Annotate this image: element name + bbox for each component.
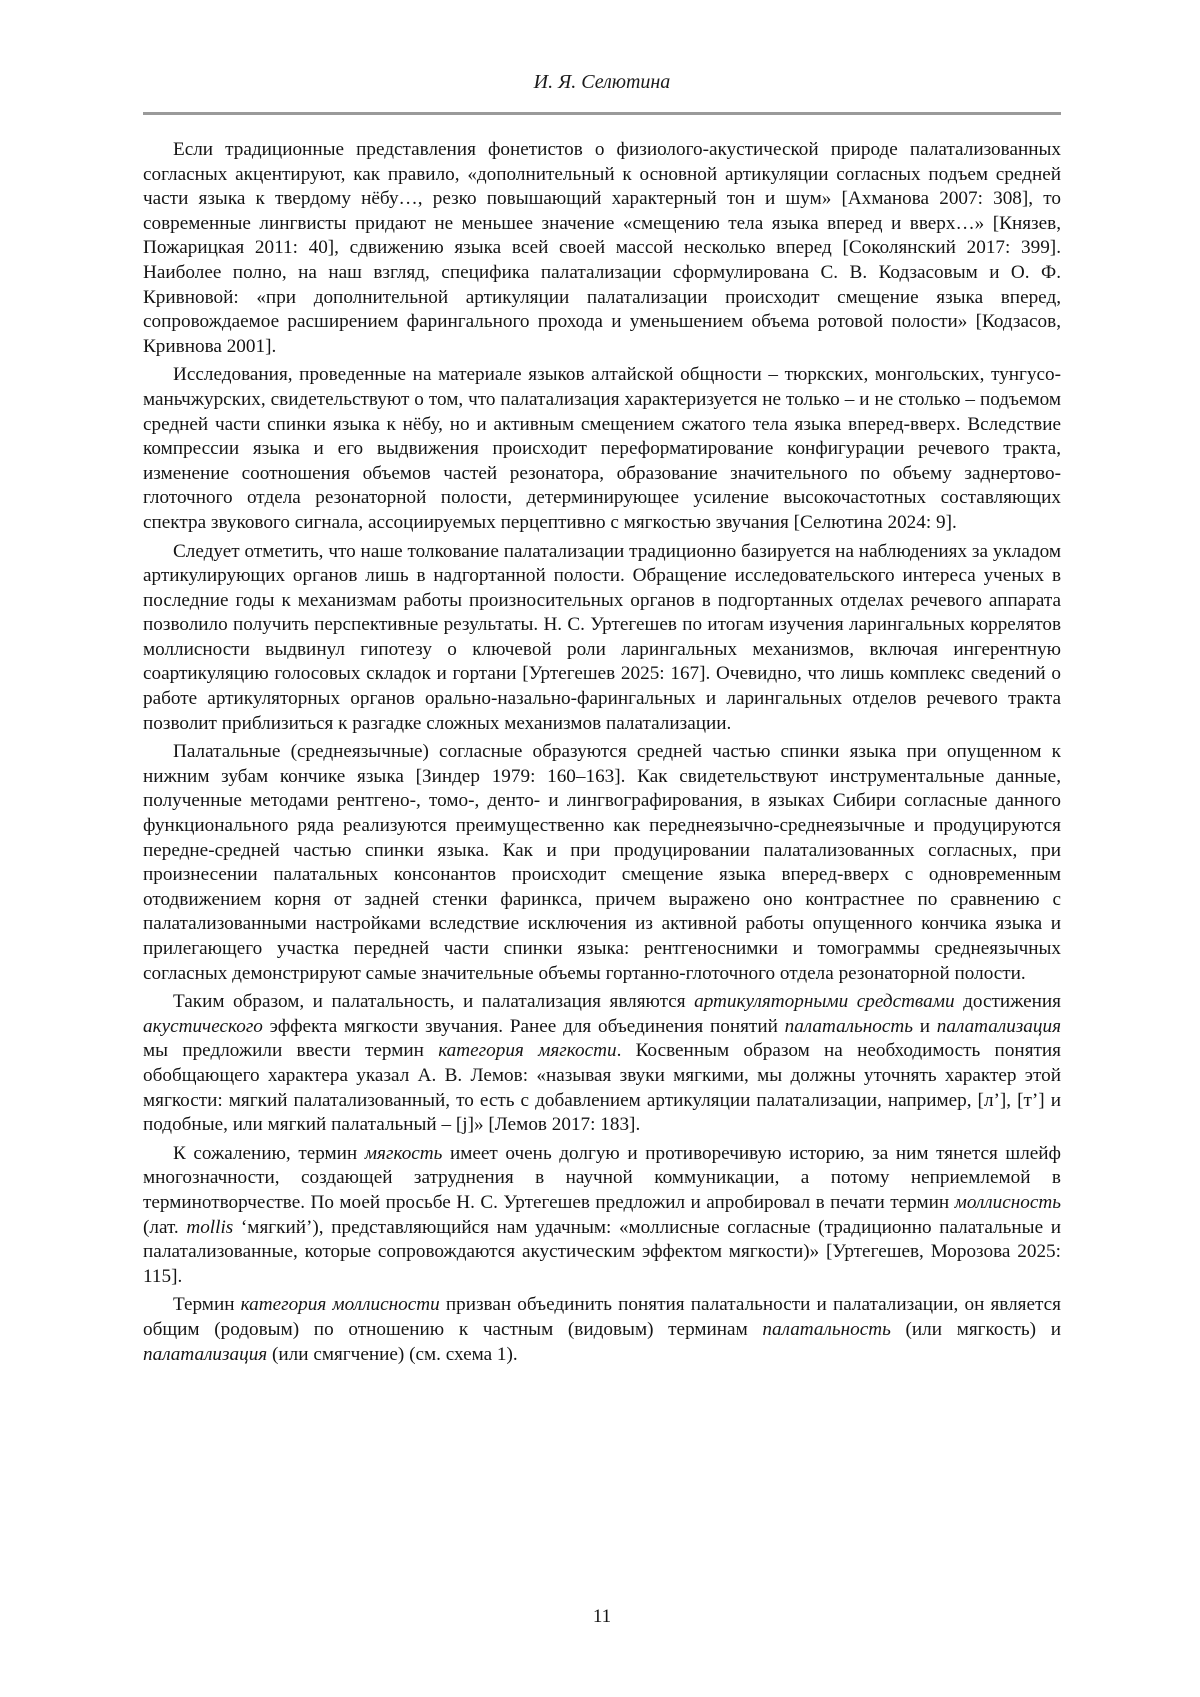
text-run: (или смягчение) (см. схема 1). — [267, 1343, 518, 1365]
italic-term: палатализация — [143, 1343, 268, 1365]
text-run: достижения — [954, 991, 1062, 1013]
italic-term: артикуляторными средствами — [694, 991, 955, 1013]
text-run: Таким образом, и палатальность, и палатализация являются — [173, 991, 695, 1013]
text-run: мы предложили ввести термин — [143, 1040, 439, 1062]
body-paragraph — [143, 740, 1061, 986]
body-paragraph — [143, 363, 1061, 535]
page-number: 11 — [592, 1606, 612, 1627]
body-paragraph — [143, 138, 1061, 359]
article-body — [143, 138, 1061, 1367]
text-run: Исследования, проведенные на материале языков алтайской общности – тюркских, монгольских, тунгусо-маньчжурских, свидетельствуют о том, что палатализация характеризуется не только – и не столько – подъемом средней части спинки языка к нёбу, но и активным смещением сжатого тела языка вперед-вверх. Вследствие компрессии языка и его выдвижения происходит переформатирование конфигурации речевого тракта, изменение соотношения объемов частей резонатора, образование значительного по объему заднертово-глоточного отдела резонаторной полости, детерминирующее усиление высокочастотных составляющих спектра звукового сигнала, ассоциируемых перцептивно с мягкостью звучания [Селютина 2024: 9]. — [143, 364, 1061, 533]
text-run: имеет очень долгую и противоречивую историю, за ним тянется шлейф многозначности, создающей затруднения в научной коммуникации, а потому неприемлемой в терминотворчестве. По моей просьбе Н. С. Уртегешев предложил и апробировал в печати термин — [143, 1142, 1061, 1213]
italic-term: палатальность — [762, 1318, 891, 1340]
italic-term: мягкость — [364, 1142, 443, 1164]
text-run: Палатальные (среднеязычные) согласные образуются средней частью спинки языка при опущенном к нижним зубам кончике языка [Зиндер 1979: 160–163]. Как свидетельствуют инструментальные данные, полученные методами рентгено-, томо-, денто- и лингвографирования, в языках Сибири согласные данного функционального ряда реализуются преимущественно как переднеязычно-среднеязычные и продуцируются передне-средней частью спинки языка. Как и при продуцировании палатализованных согласных, при произнесении палатальных консонантов происходит смещение языка вперед-вверх с одновременным отодвижением корня от задней стенки фаринкса, причем выражено оно контрастнее по сравнению с палатализованными настройками вследствие исключения из активной работы опущенного кончика языка и прилегающего участка передней части спинки языка: рентгеноснимки и томограммы среднеязычных согласных демонстрируют самые значительные объемы гортанно-глоточного отдела резонаторной полости. — [143, 741, 1061, 984]
text-run: К сожалению, термин — [173, 1142, 365, 1164]
italic-term: палатализация — [936, 1015, 1061, 1037]
body-paragraph — [143, 1293, 1061, 1367]
text-run: эффекта мягкости звучания. Ранее для объединения понятий — [262, 1015, 785, 1037]
text-run: ‘мягкий’), представляющийся нам удачным: «моллисные согласные (традиционно палатальные и палатализованные, которые сопровождаются акустическим эффектом мягкости)» [Уртегешев, Морозова 2025: 115]. — [143, 1216, 1061, 1287]
running-header — [143, 70, 1061, 94]
text-run: Если традиционные представления фонетистов о физиолого-акустической природе палатализованных согласных акцентируют, как правило, «дополнительный к основной артикуляции согласных подъем средней части языка к твердому нёбу…, резко повышающий характерный тон и шум» [Ахманова 2007: 308], то современные лингвисты придают не меньшее значение «смещению тела языка вперед и вверх…» [Князев, Пожарицкая 2011: 40], сдвижению языка всей своей массой несколько вперед [Соколянский 2017: 399]. Наиболее полно, на наш взгляд, специфика палатализации сформулирована С. В. Кодзасовым и О. Ф. Кривновой: «при дополнительной артикуляции палатализации происходит смещение языка вперед, сопровождаемое расширением фарингального прохода и уменьшением объема ротовой полости» [Кодзасов, Кривнова 2001]. — [143, 139, 1061, 357]
body-paragraph — [143, 540, 1061, 737]
body-paragraph — [143, 1142, 1061, 1290]
text-run: (лат. — [143, 1216, 187, 1238]
italic-term: палатальность — [784, 1015, 913, 1037]
text-run: Следует отметить, что наше толкование палатализации традиционно базируется на наблюдениях за укладом артикулирующих органов лишь в надгортанной полости. Обращение исследовательского интереса ученых в последние годы к механизмам работы произносительных органов в подгортанных отделах речевого аппарата позволило получить перспективные результаты. Н. С. Уртегешев по итогам изучения ларингальных коррелятов моллисности выдвинул гипотезу о ключевой роли ларингальных механизмов, включая ингерентную соартикуляцию голосовых складок и гортани [Уртегешев 2025: 167]. Очевидно, что лишь комплекс сведений о работе артикуляторных органов орально-назально-фарингальных и ларингальных отделов речевого тракта позволит приблизиться к разгадке сложных механизмов палатализации. — [143, 540, 1061, 734]
body-paragraph — [143, 990, 1061, 1138]
italic-term: mollis — [186, 1216, 234, 1238]
text-run: призван объединить понятия палатальности и палатализации, он является общим (родовым) по отношению к частным (видовым) терминам — [143, 1294, 1061, 1340]
text-run: Термин — [173, 1294, 241, 1316]
italic-term: категория моллисности — [240, 1294, 440, 1316]
running-title: И. Я. Селютина — [533, 71, 671, 93]
text-run: (или мягкость) и — [890, 1318, 1061, 1340]
italic-term: категория мягкости — [438, 1040, 617, 1062]
header-rule — [143, 112, 1061, 115]
text-run: . Косвенным образом на необходимость понятия обобщающего характера указал А. В. Лемов: «называя звуки мягкими, мы должны уточнять характер этой мягкости: мягкий палатализованный, то есть с добавлением артикуляции палатализации, например, [л’], [т’] и подобные, или мягкий палатальный – [j]» [Лемов 2017: 183]. — [143, 1040, 1061, 1136]
italic-term: моллисность — [954, 1191, 1061, 1213]
text-run: и — [913, 1015, 937, 1037]
italic-term: акустического — [143, 1015, 263, 1037]
